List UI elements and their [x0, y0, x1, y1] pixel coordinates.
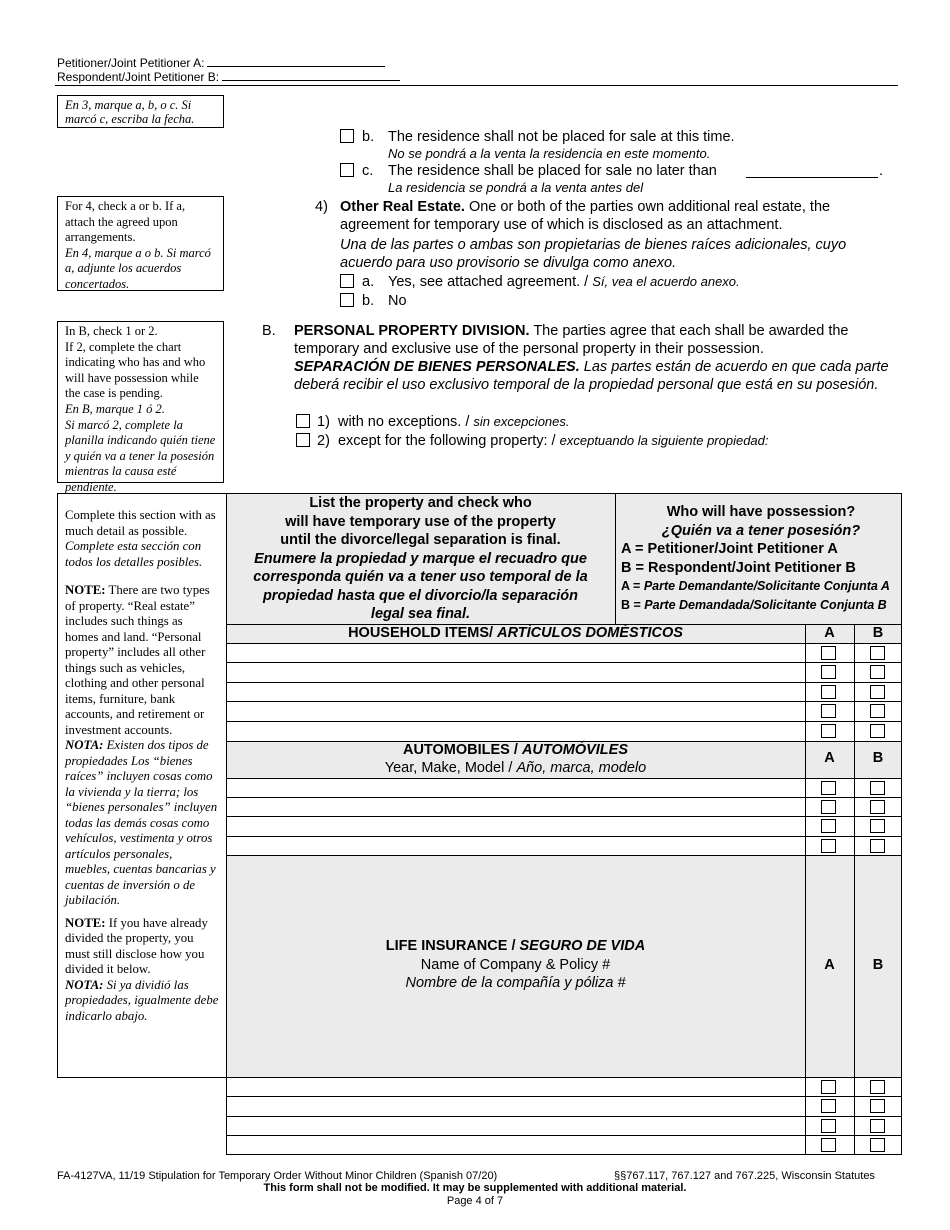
legend-b-es-prefix: B =	[621, 597, 645, 612]
possession-legend	[621, 503, 901, 614]
property-table	[226, 493, 902, 1155]
household-a-checkbox[interactable]	[821, 724, 836, 738]
personal-property-option-1	[296, 413, 570, 431]
household-a-checkbox[interactable]	[821, 704, 836, 718]
life-a-checkbox[interactable]	[821, 1080, 836, 1094]
auto-col-a: A	[824, 750, 835, 766]
household-col-b: B	[872, 625, 884, 641]
legend-b: B = Respondent/Joint Petitioner B	[621, 559, 856, 576]
auto-item-field[interactable]	[226, 837, 805, 855]
header-rule	[55, 85, 898, 86]
life-item-field[interactable]	[226, 1136, 805, 1154]
respondent-label: Respondent/Joint Petitioner B:	[57, 70, 220, 84]
sidenote-4	[57, 196, 224, 291]
auto-sub	[226, 759, 805, 777]
residence-option-c	[340, 162, 373, 180]
real-estate-option-a	[340, 273, 374, 291]
life-col-a: A	[824, 957, 835, 973]
modification-notice: This form shall not be modified. It may be supplemented with additional material.	[263, 1182, 687, 1194]
sidenote-b-es2: Si marcó 2, complete la planilla indicando quién tiene y quién va a tener la posesión mientras la causa esté pendiente.	[65, 417, 216, 494]
nota1	[65, 738, 219, 909]
personal-property-2-en: except for the following property: /	[337, 433, 560, 449]
instr-l3: until the divorce/legal separation is final.	[280, 532, 561, 548]
nota1-label: NOTA:	[65, 738, 104, 752]
personal-property-2-num: 2)	[317, 433, 330, 449]
household-en: HOUSEHOLD ITEMS/	[348, 625, 498, 641]
household-item-field[interactable]	[226, 722, 805, 741]
household-b-checkbox[interactable]	[870, 724, 885, 738]
auto-b-checkbox[interactable]	[870, 839, 885, 853]
household-b-checkbox[interactable]	[870, 704, 885, 718]
auto-a-checkbox[interactable]	[821, 781, 836, 795]
auto-b-checkbox[interactable]	[870, 800, 885, 814]
note2-label: NOTE:	[65, 915, 106, 930]
note1-text: There are two types of property. “Real estate” includes such things as homes and land. “Personal property” includes all other things such as vehicles, clothing and other personal items, furniture, bank accounts, and retirement or investment accounts.	[65, 583, 210, 737]
respondent-line	[57, 70, 400, 84]
life-col-b: B	[872, 957, 884, 973]
residence-b-letter: b.	[362, 129, 375, 145]
form-id: FA-4127VA, 11/19 Stipulation for Temporary Order Without Minor Children (Spanish 07/20)	[57, 1170, 498, 1182]
personal-property-1-checkbox[interactable]	[296, 414, 310, 428]
real-estate-option-b	[340, 292, 374, 310]
nota2	[65, 978, 219, 1025]
personal-property-title-en: PERSONAL PROPERTY DIVISION.	[294, 323, 530, 339]
nota2-text: Si ya dividió las propiedades, igualmente debe indicarlo abajo.	[65, 977, 219, 1023]
auto-heading	[226, 741, 805, 777]
table-instructions	[226, 494, 615, 624]
complete-es: Complete esta sección con todos los detalles posibles.	[65, 539, 203, 569]
personal-property-2-checkbox[interactable]	[296, 433, 310, 447]
personal-property-title-es: SEPARACIÓN DE BIENES PERSONALES.	[294, 359, 580, 375]
household-col-a: A	[824, 625, 835, 641]
residence-c-letter: c.	[362, 163, 374, 179]
instr-l7: legal sea final.	[370, 606, 471, 622]
note2	[65, 916, 219, 978]
nota1-text: Existen dos tipos de propiedades Los “bienes raíces” incluyen cosas como la vivienda y la tierra; los “bienes personales” incluyen todas las demás cosas como vehículos, vestimenta y otros artículos personales, muebles, cuentas bancarias y cuentas de inversión o de jubilación.	[65, 738, 218, 907]
personal-property-1-en: with no exceptions. /	[337, 414, 474, 430]
legend-a: A = Petitioner/Joint Petitioner A	[621, 541, 838, 557]
auto-sub-en: Year, Make, Model /	[384, 760, 517, 776]
real-estate-a-es: Sí, vea el acuerdo anexo.	[592, 274, 740, 289]
personal-property-letter: B.	[262, 323, 276, 339]
sidenote-b-es1: En B, marque 1 ó 2.	[65, 401, 165, 416]
real-estate-b-text: No	[388, 293, 407, 309]
petitioner-name-field[interactable]	[207, 56, 385, 67]
residence-b-checkbox[interactable]	[340, 129, 354, 143]
legend-a-es-text: Parte Demandante/Solicitante Conjunta A	[643, 579, 890, 593]
auto-item-field[interactable]	[226, 817, 805, 836]
residence-option-b	[340, 128, 374, 146]
auto-es: AUTOMÓVILES	[521, 742, 629, 758]
sidenote-4-es: En 4, marque a o b. Si marcó a, adjunte los acuerdos concertados.	[65, 245, 211, 291]
life-a-checkbox[interactable]	[821, 1119, 836, 1133]
nota2-label: NOTA:	[65, 977, 104, 992]
residence-c-date-field[interactable]	[746, 177, 878, 178]
personal-property-text-en: The parties agree that each shall be awarded the temporary and exclusive use of the personal property in their possession.	[294, 323, 849, 357]
legend-title-es: ¿Quién va a tener posesión?	[661, 522, 861, 539]
page-number: Page 4 of 7	[446, 1195, 504, 1207]
sidenote-b-en2: If 2, complete the chart indicating who has and who will have possession while the case is pending.	[65, 339, 206, 401]
real-estate-b-letter: b.	[362, 293, 375, 309]
auto-b-checkbox[interactable]	[870, 781, 885, 795]
note1	[65, 583, 219, 738]
real-estate-text-es: Una de las partes o ambas son propietarias de bienes raíces adicionales, cuyo acuerdo para uso provisorio se divulga como anexo.	[340, 237, 847, 271]
complete-en: Complete this section with as much detail as possible.	[65, 508, 216, 538]
sidenote-4-en: For 4, check a or b. If a, attach the agreed upon arrangements.	[65, 199, 186, 244]
instr-l2: will have temporary use of the property	[285, 513, 556, 530]
col-a-divider	[805, 624, 806, 1155]
household-item-field[interactable]	[226, 644, 805, 662]
auto-en: AUTOMOBILES /	[402, 742, 522, 758]
real-estate-title: Other Real Estate.	[340, 199, 465, 215]
life-item-field[interactable]	[226, 1117, 805, 1135]
auto-a-checkbox[interactable]	[821, 819, 836, 833]
household-es: ARTÍCULOS DOMÉSTICOS	[497, 625, 683, 641]
note2-text: If you have already divided the property, you must still disclose how you divided it below.	[65, 915, 208, 976]
real-estate-a-en: Yes, see attached agreement. /	[388, 274, 593, 290]
residence-c-checkbox[interactable]	[340, 163, 354, 177]
auto-b-checkbox[interactable]	[870, 819, 885, 833]
residence-c-period: .	[879, 163, 884, 179]
life-item-field[interactable]	[226, 1078, 805, 1096]
life-heading	[226, 937, 805, 993]
statutes: §§767.117, 767.127 and 767.225, Wisconsin Statutes	[614, 1170, 875, 1182]
respondent-name-field[interactable]	[222, 70, 400, 81]
life-en: LIFE INSURANCE /	[385, 938, 520, 954]
life-b-checkbox[interactable]	[870, 1138, 885, 1152]
instr-l4: Enumere la propiedad y marque el recuadro que	[254, 550, 587, 567]
instr-l5: corresponda quién va a tener uso temporal de la	[253, 569, 588, 585]
household-b-checkbox[interactable]	[870, 665, 885, 679]
sidenote-3-text: En 3, marque a, b, o c. Si marcó c, escriba la fecha.	[65, 98, 195, 126]
household-item-field[interactable]	[226, 702, 805, 721]
personal-property-2-es: exceptuando la siguiente propiedad:	[559, 433, 769, 448]
legend-b-es-text: Parte Demandada/Solicitante Conjunta B	[644, 597, 887, 612]
real-estate-b-checkbox[interactable]	[340, 293, 354, 307]
sidenote-b-en1: In B, check 1 or 2.	[65, 324, 158, 338]
life-es: SEGURO DE VIDA	[519, 938, 646, 954]
household-item-field[interactable]	[226, 663, 805, 682]
personal-property-1-es: sin excepciones.	[473, 414, 570, 429]
instr-l6: propiedad hasta que el divorcio/la separación	[262, 587, 579, 604]
household-b-checkbox[interactable]	[870, 646, 885, 660]
life-sub-es: Nombre de la compañía y póliza #	[405, 975, 626, 991]
legend-a-es	[621, 577, 901, 596]
auto-item-field[interactable]	[226, 798, 805, 816]
life-b-checkbox[interactable]	[870, 1119, 885, 1133]
life-sub-en: Name of Company & Policy #	[420, 956, 611, 973]
personal-property-text-es: Las partes están de acuerdo en que cada parte deberá recibir el uso exclusivo temporal de la propiedad personal que está en su posesión.	[294, 359, 889, 393]
sidenote-complete	[57, 493, 227, 1078]
residence-b-en: The residence shall not be placed for sale at this time.	[388, 129, 735, 145]
life-b-checkbox[interactable]	[870, 1080, 885, 1094]
note1-label: NOTE:	[65, 583, 106, 597]
auto-a-checkbox[interactable]	[821, 800, 836, 814]
sidenote-b	[57, 321, 224, 494]
residence-c-es: La residencia se pondrá a la venta antes del	[388, 180, 644, 195]
real-estate-a-checkbox[interactable]	[340, 274, 354, 288]
life-title	[226, 937, 805, 956]
household-a-checkbox[interactable]	[821, 646, 836, 660]
personal-property-paragraph-en	[294, 322, 896, 358]
petitioner-line	[57, 56, 385, 70]
personal-property-option-2	[296, 432, 769, 450]
personal-property-1-num: 1)	[317, 414, 330, 430]
residence-c-en: The residence shall be placed for sale no later than	[388, 163, 717, 179]
rule	[226, 855, 902, 856]
real-estate-a-text	[388, 273, 740, 291]
real-estate-text-en: One or both of the parties own additional real estate, the agreement for temporary use of which is disclosed as an attachment.	[340, 199, 831, 233]
life-item-field[interactable]	[226, 1097, 805, 1116]
life-b-checkbox[interactable]	[870, 1099, 885, 1113]
residence-b-es: No se pondrá a la venta la residencia en este momento.	[388, 146, 711, 161]
household-item-field[interactable]	[226, 683, 805, 701]
real-estate-number: 4)	[315, 199, 328, 215]
header-divider	[615, 493, 616, 624]
personal-property-paragraph-es	[294, 358, 896, 394]
legend-a-es-prefix: A =	[621, 579, 644, 593]
life-a-checkbox[interactable]	[821, 1138, 836, 1152]
legend-b-es	[621, 596, 901, 615]
household-b-checkbox[interactable]	[870, 685, 885, 699]
household-a-checkbox[interactable]	[821, 665, 836, 679]
auto-item-field[interactable]	[226, 779, 805, 797]
col-b-divider	[854, 624, 855, 1155]
life-a-checkbox[interactable]	[821, 1099, 836, 1113]
household-a-checkbox[interactable]	[821, 685, 836, 699]
auto-a-checkbox[interactable]	[821, 839, 836, 853]
real-estate-a-letter: a.	[362, 274, 375, 290]
auto-col-b: B	[872, 750, 884, 766]
instr-l1: List the property and check who	[309, 495, 532, 511]
petitioner-label: Petitioner/Joint Petitioner A:	[57, 56, 205, 70]
household-heading	[226, 624, 805, 643]
auto-title	[226, 741, 805, 759]
sidenote-3	[57, 95, 224, 128]
real-estate-paragraph	[340, 198, 895, 234]
legend-title: Who will have possession?	[666, 504, 856, 520]
auto-sub-es: Año, marca, modelo	[516, 760, 647, 776]
